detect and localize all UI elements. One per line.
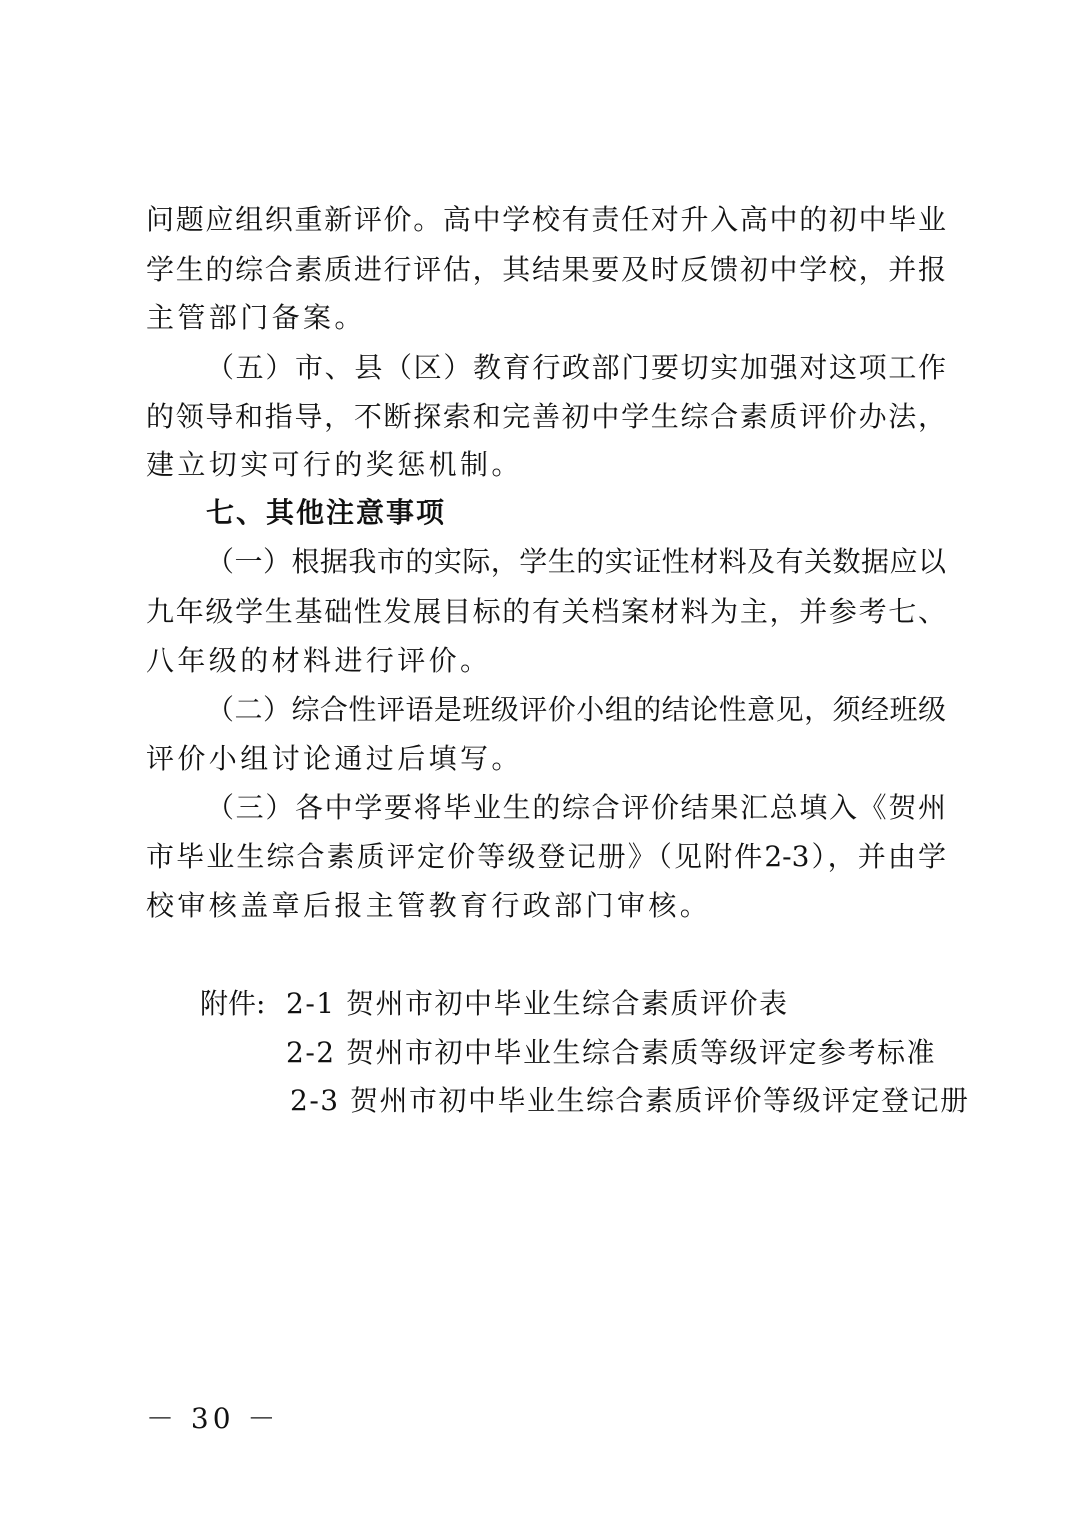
attachments-label: 附件: (200, 987, 266, 1020)
text-line: （三）各中学要将毕业生的综合评价结果汇总填入《贺州 (206, 791, 946, 824)
text-line: 主管部门备案。 (146, 301, 366, 334)
text-line: 市毕业生综合素质评定价等级登记册》（见附件2-3），并由学 (146, 840, 946, 873)
attachment-item: 2-2 贺州市初中毕业生综合素质等级评定参考标准 (286, 1036, 936, 1069)
text-line: 八年级的材料进行评价。 (146, 644, 492, 677)
page-number: － 30 － (146, 1402, 280, 1435)
text-line: 校审核盖章后报主管教育行政部门审核。 (146, 889, 712, 922)
text-line: 建立切实可行的奖惩机制。 (146, 448, 523, 481)
section-heading: 七、其他注意事项 (206, 496, 447, 529)
text-line: 问题应组织重新评价。高中学校有责任对升入高中的初中毕业 (146, 203, 946, 236)
attachment-item: 2-1 贺州市初中毕业生综合素质评价表 (286, 987, 789, 1020)
text-line: 学生的综合素质进行评估，其结果要及时反馈初中学校，并报 (146, 253, 946, 286)
text-line: （一）根据我市的实际，学生的实证性材料及有关数据应以 (206, 545, 946, 578)
text-line: （二）综合性评语是班级评价小组的结论性意见，须经班级 (206, 693, 946, 726)
text-line: （五）市、县（区）教育行政部门要切实加强对这项工作 (206, 351, 946, 384)
text-line: 的领导和指导，不断探索和完善初中学生综合素质评价办法， (146, 400, 946, 433)
attachment-item: 2-3 贺州市初中毕业生综合素质评价等级评定登记册 (290, 1084, 970, 1117)
text-line: 评价小组讨论通过后填写。 (146, 742, 523, 775)
text-line: 九年级学生基础性发展目标的有关档案材料为主，并参考七、 (146, 595, 946, 628)
